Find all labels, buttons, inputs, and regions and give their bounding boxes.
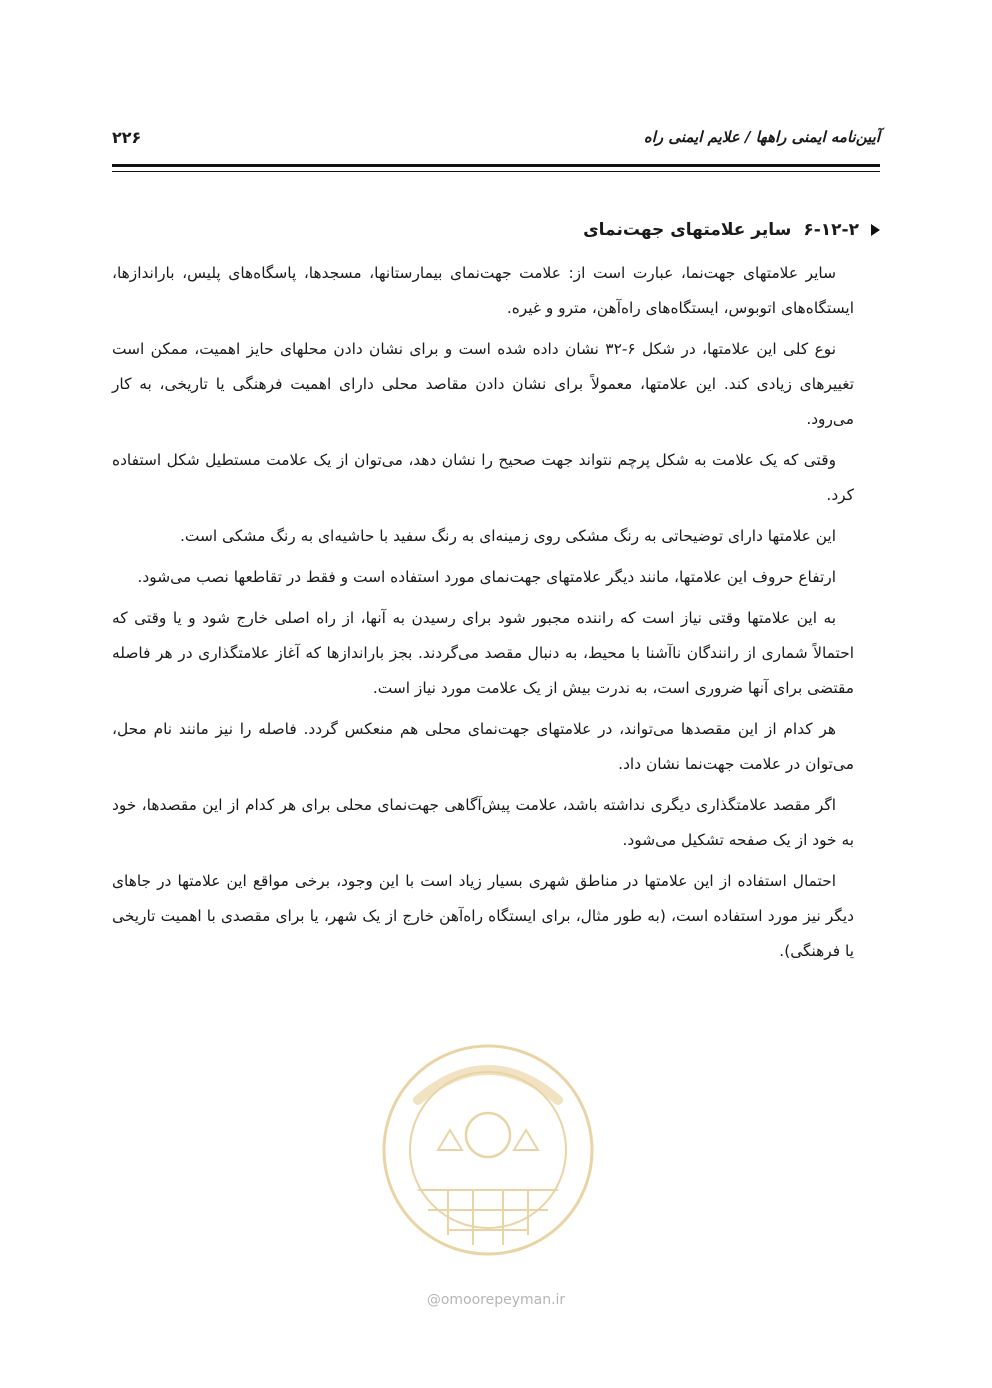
paragraph: ارتفاع حروف این علامتها، مانند دیگر علامتهای جهت‌نمای مورد استفاده است و فقط در تقاطعها نصب می‌شود. — [137, 568, 836, 586]
section-number: ۶-۱۲-۲ — [803, 220, 859, 240]
paragraph: احتمال استفاده از این علامتها در مناطق شهری بسیار زیاد است با این وجود، برخی مواقع این علامتها در جاهای دیگر نیز مورد استفاده است، (به طور مثال، برای ایستگاه راه‌آهن خارج از یک شهر، یا برای مقصدی با اهمیت تاریخی یا فرهنگی). — [112, 872, 854, 960]
paragraph: این علامتها دارای توضیحاتی به رنگ مشکی روی زمینه‌ای به رنگ سفید با حاشیه‌ای به رنگ مشکی است. — [179, 527, 836, 545]
paragraph: به این علامتها وقتی نیاز است که راننده مجبور شود برای رسیدن به آنها، از راه اصلی خارج شود و یا وقتی که احتمالاً شماری از رانندگان ناآشنا با محیط، به دنبال مقصد می‌گردند. بجز باراندازها که آغاز علامتگذاری در هر فاصله مقتضی برای آنها ضروری است، به ندرت بیش از یک علامت مورد نیاز است. — [112, 609, 854, 697]
paragraph: نوع کلی این علامتها، در شکل ۶-۳۲ نشان داده شده است و برای نشان دادن محلهای حایز اهمیت، ممکن است تغییرهای زیادی کند. این علامتها، معمولاً برای نشان دادن مقاصد محلی دارای اهمیت فرهنگی یا تاریخی، به کار می‌رود. — [112, 340, 854, 428]
page-number: ۲۲۶ — [112, 128, 142, 147]
paragraph: اگر مقصد علامتگذاری دیگری نداشته باشد، علامت پیش‌آگاهی جهت‌نمای محلی برای هر کدام از این مقصدها، خود به خود از یک صفحه تشکیل می‌شود. — [112, 796, 854, 849]
header-rule-thick — [112, 164, 880, 167]
section-title: سایر علامتهای جهت‌نمای — [583, 220, 792, 240]
watermark-logo-icon — [378, 1040, 598, 1260]
running-title: آیین‌نامه ایمنی راهها / علایم ایمنی راه — [643, 128, 880, 146]
watermark-site: @omoorepeyman.ir — [426, 1292, 566, 1308]
main-content — [112, 210, 859, 975]
section-heading — [112, 220, 880, 240]
running-header — [112, 128, 880, 156]
paragraph: سایر علامتهای جهت‌نما، عبارت است از: علامت جهت‌نمای بیمارستانها، مسجدها، پاسگاه‌های پلیس، باراندازها، ایستگاه‌های اتوبوس، ایستگاه‌های راه‌آهن، مترو و غیره. — [112, 264, 854, 317]
triangle-bullet-icon — [871, 224, 880, 236]
header-rule-thin — [112, 171, 880, 172]
paragraph: هر کدام از این مقصدها می‌تواند، در علامتهای جهت‌نمای محلی هم منعکس گردد. فاصله را نیز مانند نام محل، می‌توان در علامت جهت‌نما نشان داد. — [112, 720, 854, 773]
paragraph: وقتی که یک علامت به شکل پرچم نتواند جهت صحیح را نشان دهد، می‌توان از یک علامت مستطیل شکل استفاده کرد. — [112, 451, 854, 504]
